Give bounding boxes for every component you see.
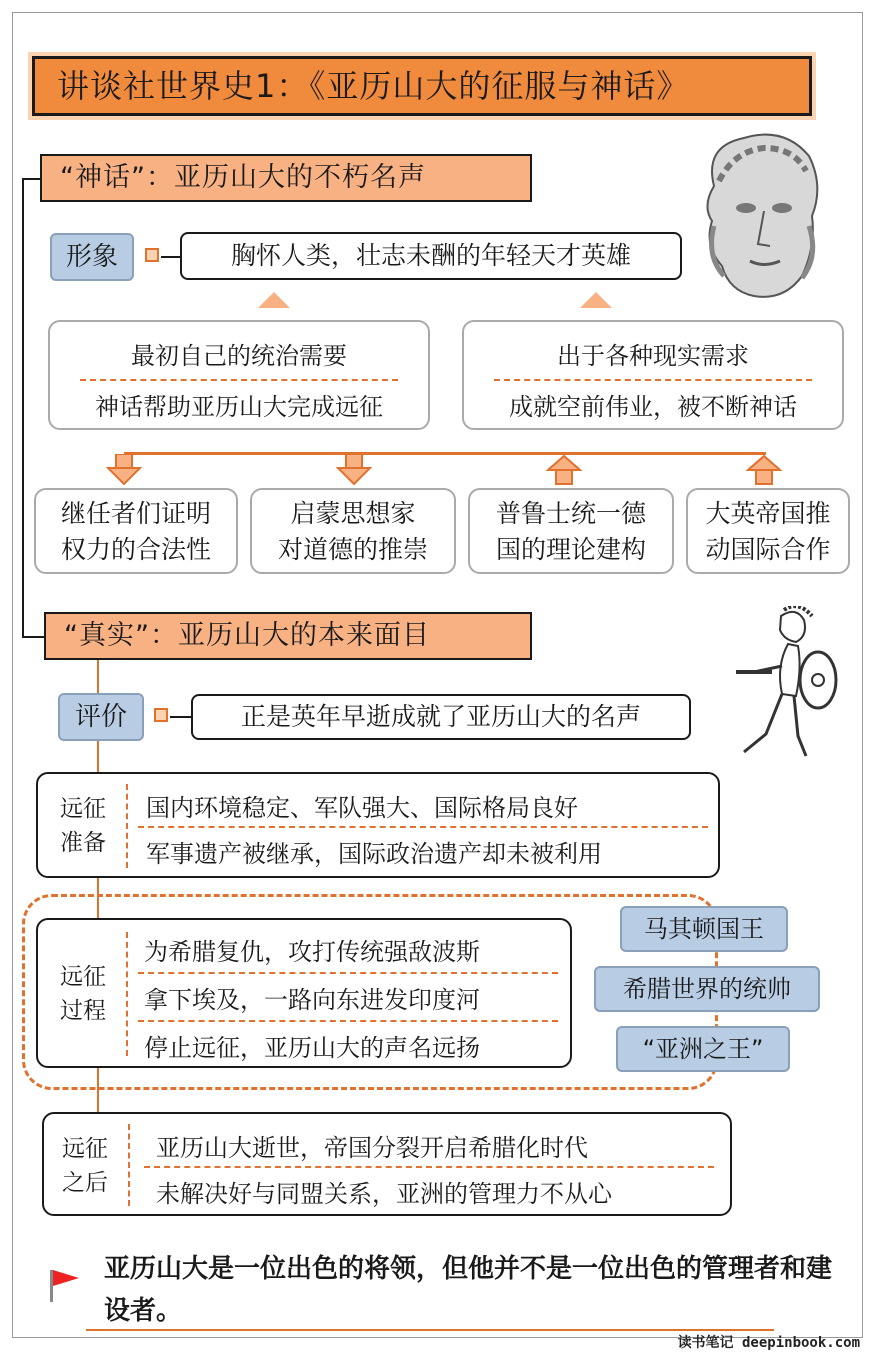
connector-line [161, 256, 181, 258]
title-badge: 马其顿国王 [620, 906, 788, 952]
divider [144, 1166, 714, 1168]
divider [494, 379, 812, 381]
page-title: 讲谈社世界史1：《亚历山大的征服与神话》 [32, 56, 812, 116]
reason-left-line2: 神话帮助亚历山大完成远征 [95, 393, 383, 421]
arrow-up-icon [746, 454, 782, 486]
divider [138, 1020, 558, 1022]
after-line2: 未解决好与同盟关系，亚洲的管理力不从心 [156, 1180, 612, 1208]
eval-text: 正是英年早逝成就了亚历山大的名声 [191, 694, 691, 740]
after-label1: 远征 [62, 1136, 108, 1162]
uses-bar [124, 452, 766, 455]
use-line2: 动国际合作 [705, 535, 831, 564]
prep-line1: 国内环境稳定、军队强大、国际格局良好 [146, 794, 578, 822]
use-line2: 对道德的推崇 [277, 535, 428, 564]
prep-label [50, 792, 116, 860]
arrow-down-icon [106, 454, 142, 486]
use-box [686, 488, 850, 574]
after-line1: 亚历山大逝世，帝国分裂开启希腊化时代 [156, 1134, 588, 1162]
use-box [468, 488, 674, 574]
image-label: 形象 [50, 233, 134, 281]
use-line2: 国的理论建构 [495, 535, 646, 564]
bust-icon [684, 126, 834, 306]
prep-label2: 准备 [60, 830, 106, 856]
conclusion-underline [86, 1329, 774, 1331]
title-badge: 希腊世界的统帅 [594, 966, 820, 1012]
process-label1: 远征 [60, 964, 106, 990]
use-line1: 启蒙思想家 [290, 499, 416, 528]
prep-line2: 军事遗产被继承，国际政治遗产却未被利用 [146, 840, 602, 868]
watermark: 读书笔记 deepinbook.com [677, 1335, 860, 1351]
arrow-up [580, 292, 612, 308]
arrow-up-icon [546, 454, 582, 486]
use-box [34, 488, 238, 574]
tree-branch [22, 178, 42, 180]
eval-label: 评价 [58, 693, 144, 741]
process-label2: 过程 [60, 998, 106, 1024]
use-line1: 大英帝国推 [705, 499, 831, 528]
tree-line [22, 178, 24, 638]
after-label [52, 1132, 118, 1200]
reason-box-left [48, 320, 430, 430]
process-line3: 停止远征，亚历山大的声名远扬 [144, 1034, 480, 1062]
divider [80, 379, 398, 381]
flag-icon [48, 1270, 78, 1310]
arrow-up [258, 292, 290, 308]
truth-heading: “真实”：亚历山大的本来面目 [44, 612, 532, 660]
reason-left-line1: 最初自己的统治需要 [131, 342, 347, 370]
flag-cloth [53, 1270, 79, 1286]
reason-box-right [462, 320, 844, 430]
myth-heading: “神话”：亚历山大的不朽名声 [40, 154, 532, 202]
prep-box [36, 772, 720, 878]
prep-label1: 远征 [60, 796, 106, 822]
reason-right-line1: 出于各种现实需求 [557, 342, 749, 370]
process-box [36, 918, 572, 1068]
connector-line [170, 716, 192, 718]
divider [138, 826, 708, 828]
label-divider [126, 932, 128, 1056]
use-line2: 权力的合法性 [60, 535, 211, 564]
use-line1: 普鲁士统一德 [495, 499, 646, 528]
reason-right-line2: 成就空前伟业，被不断神话 [509, 393, 797, 421]
tree-branch [22, 636, 46, 638]
process-label [50, 960, 116, 1028]
process-line1: 为希腊复仇，攻打传统强敌波斯 [144, 938, 480, 966]
use-line1: 继任者们证明 [60, 499, 211, 528]
warrior-icon [726, 606, 846, 766]
image-text: 胸怀人类，壮志未酬的年轻天才英雄 [180, 232, 682, 280]
use-box [250, 488, 456, 574]
conclusion-text: 亚历山大是一位出色的将领，但他并不是一位出色的管理者和建设者。 [104, 1254, 833, 1326]
connector-square [154, 708, 168, 722]
process-line2: 拿下埃及，一路向东进发印度河 [144, 986, 480, 1014]
label-divider [128, 1124, 130, 1206]
title-badge: “亚洲之王” [616, 1026, 790, 1072]
after-label2: 之后 [62, 1170, 108, 1196]
connector-square [145, 248, 159, 262]
divider [138, 972, 558, 974]
after-box [42, 1112, 732, 1216]
arrow-down-icon [336, 454, 372, 486]
label-divider [126, 784, 128, 868]
